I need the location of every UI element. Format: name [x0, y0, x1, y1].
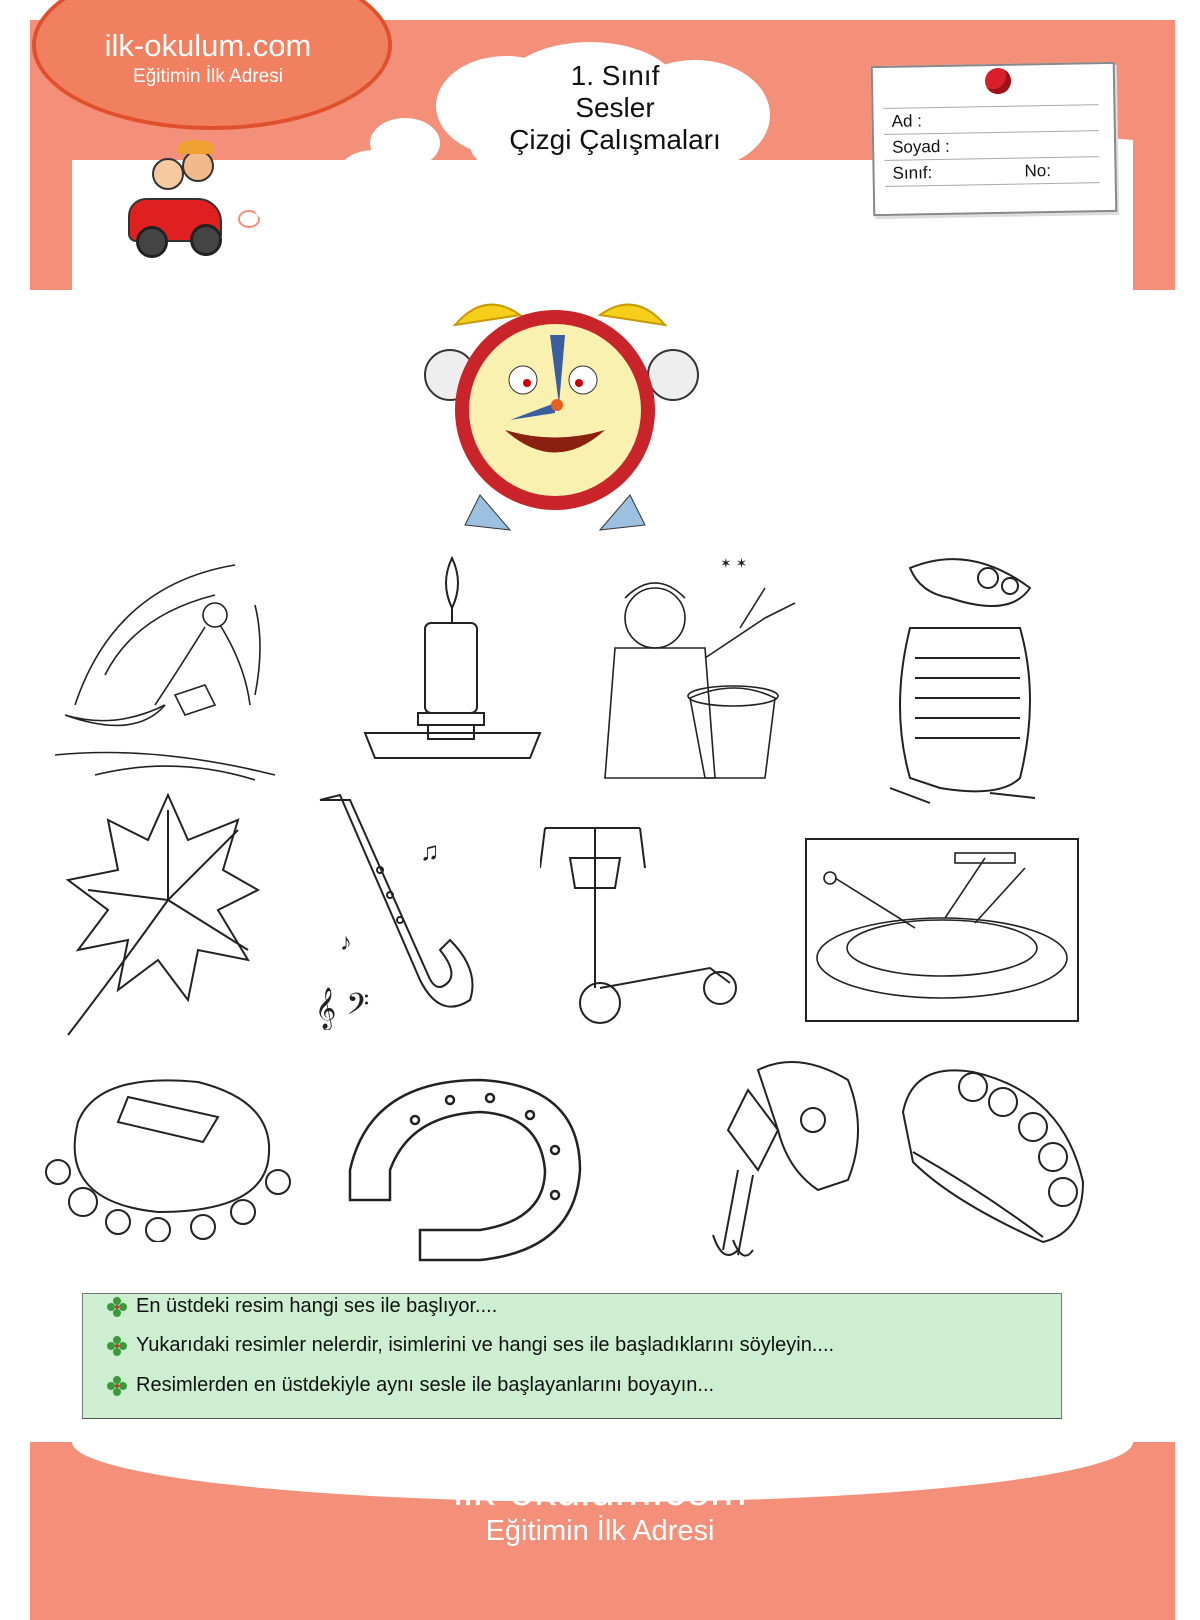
title-topic: Çizgi Çalışmaları [509, 124, 721, 155]
spaceship-icon [805, 838, 1080, 1023]
svg-text:♫: ♫ [420, 836, 440, 866]
svg-text:✶ ✶: ✶ ✶ [720, 555, 748, 571]
saxophone-icon [300, 780, 490, 1030]
instruction-text: En üstdeki resim hangi ses ile başlıyor.... [136, 1295, 498, 1317]
title-subject: Sesler [575, 92, 655, 123]
instruction-text: Yukarıdaki resimler nelerdir, isimlerini ve hangi ses ile başladıklarını söyleyin.... [136, 1334, 835, 1356]
header-frame-right [1133, 20, 1175, 290]
child-icon [152, 158, 184, 190]
alarm-clock-icon [405, 295, 715, 540]
instruction-item [106, 1374, 714, 1397]
wheel-icon [190, 224, 222, 256]
clover-bullet-icon [106, 1335, 128, 1357]
card-no: No: [1024, 161, 1052, 181]
hair-icon [178, 140, 214, 154]
mixer-icon [708, 1050, 868, 1265]
crocodile-icon [870, 548, 1055, 813]
candle-icon [360, 548, 545, 768]
card-ad: Ad : [891, 111, 923, 131]
title-grade: 1. Sınıf [570, 60, 660, 91]
wheel-icon [136, 226, 168, 258]
footer-site: ilk-okulum.com [453, 1466, 747, 1515]
clover-bullet-icon [106, 1296, 128, 1318]
thought-puff [255, 200, 283, 220]
card-line [883, 104, 1098, 109]
instruction-item [106, 1295, 497, 1318]
tarzan-vine-icon [55, 555, 285, 785]
logo-tagline: Eğitimin İlk Adresi [133, 66, 283, 87]
card-soyad: Soyad : [891, 136, 950, 157]
thought-puff [370, 118, 440, 168]
soap-icon [38, 1062, 293, 1242]
horseshoe-icon [330, 1070, 595, 1270]
child-icon [182, 150, 214, 182]
magician-icon [595, 548, 805, 788]
pushpin-icon [985, 68, 1011, 94]
instruction-text: Resimlerden en üstdekiyle aynı sesle ile başlayanlarını boyayın... [136, 1374, 715, 1396]
svg-text:♪: ♪ [340, 929, 352, 956]
thought-puff [290, 180, 332, 206]
card-sinif: Sınıf: [892, 163, 933, 183]
svg-text:𝄞 𝄢: 𝄞 𝄢 [315, 987, 370, 1028]
leaf-icon [58, 790, 263, 1040]
sandwich-icon [893, 1052, 1098, 1252]
scooter-icon [540, 818, 740, 1038]
logo-site: ilk-okulum.com [104, 28, 312, 63]
clover-bullet-icon [106, 1375, 128, 1397]
instruction-item [106, 1334, 834, 1357]
footer-tagline: Eğitimin İlk Adresi [485, 1515, 715, 1547]
